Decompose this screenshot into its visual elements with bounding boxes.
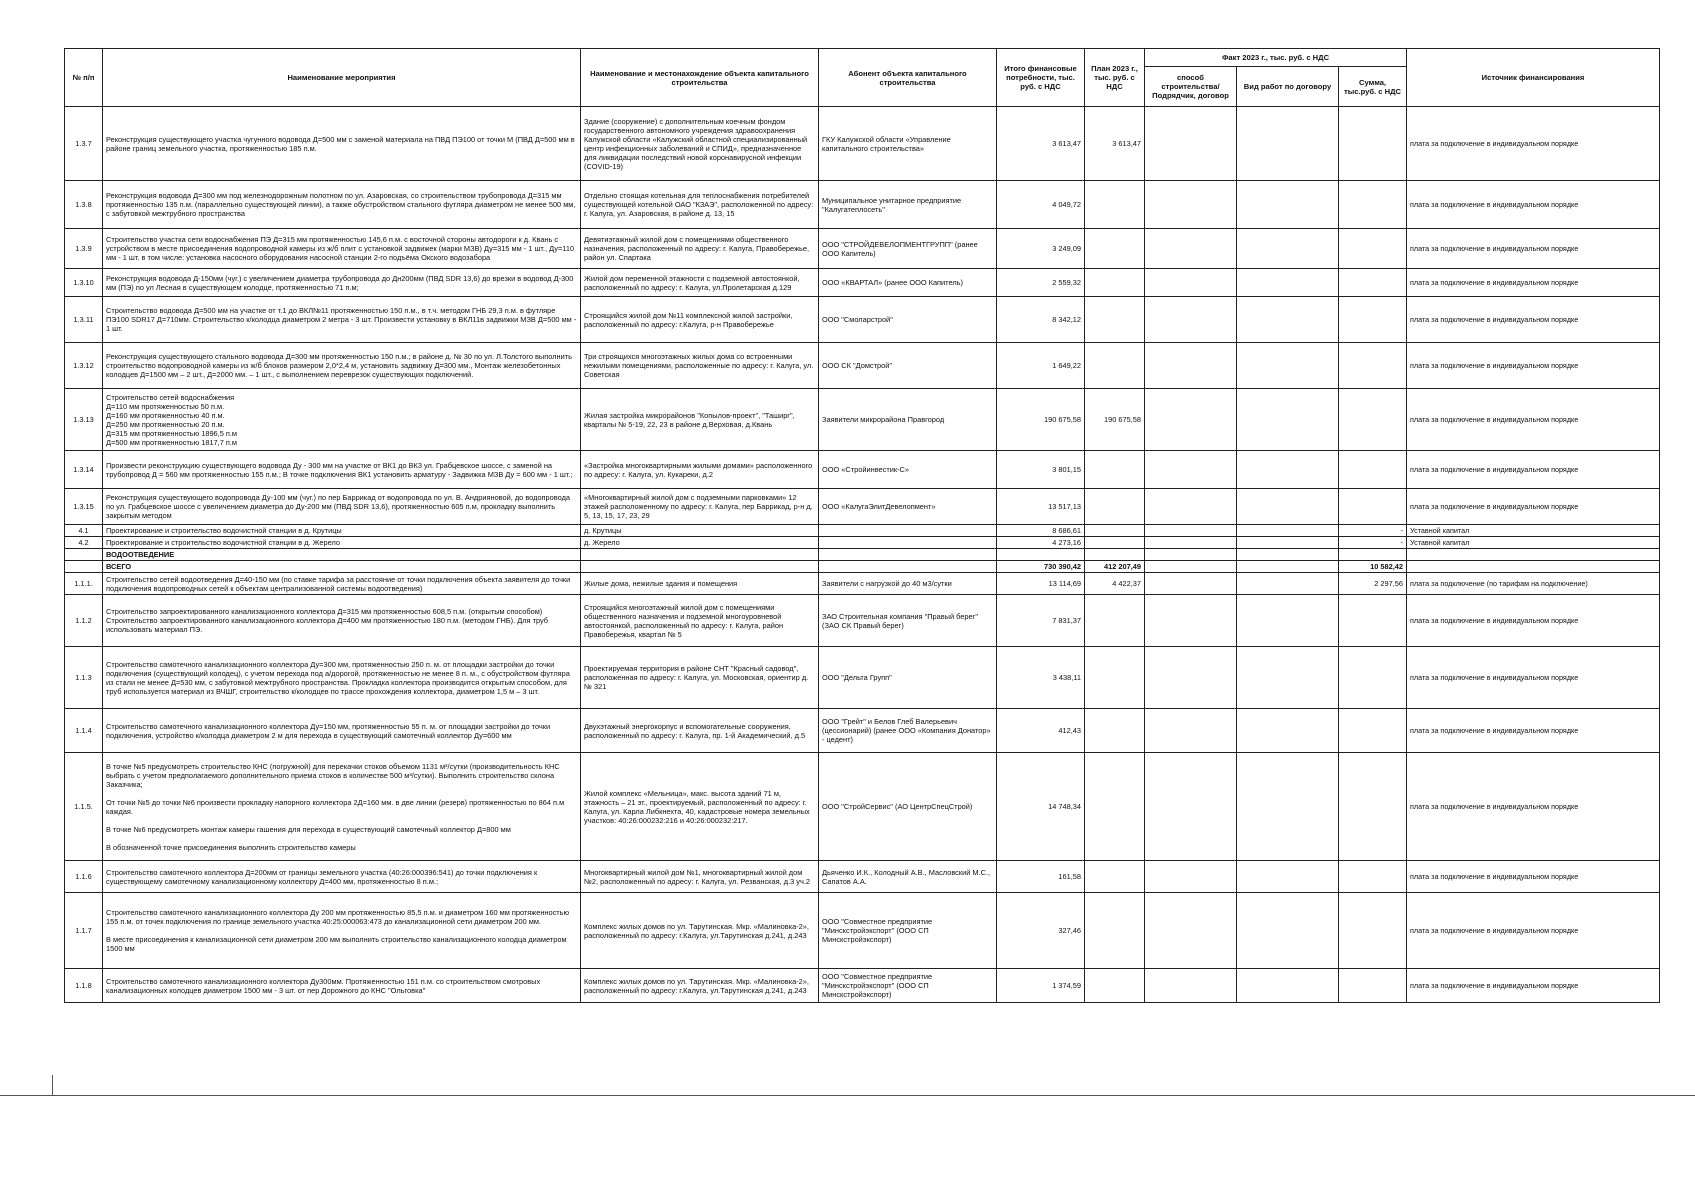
cell-measure: В точке №5 предусмотреть строительство КНС (погружной) для перекачки стоков объемом 1131 м³/сутки (производительность КНС выбрать с учетом предполагаемого дополнительного приема стоков в количестве 500 м³/сутки). Выполнить строительство склона Заказчика; От точки №5 до точки №6 произвести прокладку напорного коллектора 2Д=160 мм. в две линии (резерв) протяженностью по 864 п.м каждая. В точке №6 предусмотреть монтаж камеры гашения для перехода в существующий самотечный коллектор Д=800 мм В обозначенной точке присоединения выполнить строительство камеры	[103, 753, 581, 861]
cell-total: 3 438,11	[997, 647, 1085, 709]
cell-num: 1.1.6	[65, 861, 103, 893]
cell-measure: Строительство участка сети водоснабжения ПЭ Д=315 мм протяженностью 145,6 п.м. с восточной стороны автодороги к д. Квань с устройством в месте присоединения водопроводной камеры из ж/б плит с установкой задвижек (марки МЗВ) Ду=315 мм - 1 шт., Ду=110 мм - 1 шт. в том числе: установка насосного оборудования насосной станции 2-го подъёма Окского водозабора	[103, 229, 581, 269]
cell-total: 327,46	[997, 893, 1085, 969]
cell-sum	[1339, 753, 1407, 861]
cell-method	[1145, 709, 1237, 753]
cell-total: 4 049,72	[997, 181, 1085, 229]
cell-object: «Застройка многоквартирными жилыми домами» расположенного по адресу: г. Калуга, ул. Кукареки, д.2	[581, 451, 819, 489]
cell-total: 4 273,16	[997, 537, 1085, 549]
cell-method	[1145, 525, 1237, 537]
col-fact-header: Факт 2023 г., тыс. руб. с НДС	[1145, 49, 1407, 67]
cell-kind	[1237, 969, 1339, 1003]
cell-kind	[1237, 107, 1339, 181]
cell-measure: Строительство самотечного коллектора Д=200мм от границы земельного участка (40:26:000396:541) до точки подключения к существующему самотечному канализационному коллектору Д=400 мм, протяженностью 8 п.м.;	[103, 861, 581, 893]
cell-measure: ВСЕГО	[103, 561, 581, 573]
cell-source	[1407, 561, 1660, 573]
cell-total: 3 249,09	[997, 229, 1085, 269]
cell-object: Многоквартирный жилой дом №1, многоквартирный жилой дом №2, расположенный по адресу: г. Калуга, ул. Резванская, д.3 уч.2	[581, 861, 819, 893]
cell-kind	[1237, 297, 1339, 343]
cell-num: 1.1.1.	[65, 573, 103, 595]
table-row	[65, 549, 1660, 561]
cell-sum	[1339, 269, 1407, 297]
cell-plan	[1085, 595, 1145, 647]
cell-plan	[1085, 893, 1145, 969]
cell-object: Жилой комплекс «Мельница», макс. высота зданий 71 м, этажность – 21 эт., проектируемый, расположенный по адресу: г. Калуга, ул. Карла Либкнехта, 40, кадастровые номера земельных участков: 40:26:000232:216 и 40:26:000232:217.	[581, 753, 819, 861]
table-row	[65, 709, 1660, 753]
table-row	[65, 297, 1660, 343]
table-row	[65, 893, 1660, 969]
cell-method	[1145, 595, 1237, 647]
cell-plan	[1085, 709, 1145, 753]
cell-kind	[1237, 525, 1339, 537]
cell-kind	[1237, 561, 1339, 573]
cell-total	[997, 549, 1085, 561]
cell-method	[1145, 573, 1237, 595]
cell-num	[65, 561, 103, 573]
cell-plan	[1085, 969, 1145, 1003]
cell-kind	[1237, 537, 1339, 549]
col-subscriber-header: Абонент объекта капитального строительства	[819, 49, 997, 107]
cell-subscriber: Дьяченко И.К., Колодный А.В., Масловский М.С., Сапатов А.А.	[819, 861, 997, 893]
cell-num: 1.3.13	[65, 389, 103, 451]
cell-subscriber: ООО "Совместное предприятие "Минскстройэкспорт" (ООО СП Минскстройэкспорт)	[819, 969, 997, 1003]
cell-subscriber: ООО "Грейт" и Белов Глеб Валерьевич (цессионарий) (ранее ООО «Компания Донатор» - цедент)	[819, 709, 997, 753]
cell-source: плата за подключение (по тарифам на подключение)	[1407, 573, 1660, 595]
cell-num: 1.1.2	[65, 595, 103, 647]
cell-num: 1.1.8	[65, 969, 103, 1003]
cell-kind	[1237, 343, 1339, 389]
cell-object: д. Жерело	[581, 537, 819, 549]
cell-source: плата за подключение в индивидуальном порядке	[1407, 753, 1660, 861]
page-bottom-line	[0, 1095, 1695, 1096]
cell-kind	[1237, 451, 1339, 489]
cell-num: 1.3.12	[65, 343, 103, 389]
cell-object: Строящийся многоэтажный жилой дом с помещениями общественного назначения и подземной многоуровневой автостоянкой, расположенный по адресу: г. Калуга, район Правобережья, квартал № 5	[581, 595, 819, 647]
cell-subscriber: ООО СК "Домстрой"	[819, 343, 997, 389]
cell-object: Двухэтажный энергокорпус и вспомогательные сооружения, расположенный по адресу: г. Калуга, пр. 1-й Академический, д.5	[581, 709, 819, 753]
cell-measure: Строительство сетей водоснабжения Д=110 мм протяженностью 50 п.м. Д=160 мм протяженностью 40 п.м. Д=250 мм протяженностью 20 п.м. Д=315 мм протяженностью 1896,5 п.м Д=500 мм протяженностью 1817,7 п.м	[103, 389, 581, 451]
cell-sum	[1339, 107, 1407, 181]
cell-method	[1145, 561, 1237, 573]
cell-sum: -	[1339, 525, 1407, 537]
cell-num: 1.3.9	[65, 229, 103, 269]
cell-plan	[1085, 647, 1145, 709]
cell-source: плата за подключение в индивидуальном порядке	[1407, 969, 1660, 1003]
cell-sum: 2 297,56	[1339, 573, 1407, 595]
cell-num: 1.1.7	[65, 893, 103, 969]
cell-subscriber	[819, 537, 997, 549]
cell-kind	[1237, 549, 1339, 561]
cell-method	[1145, 537, 1237, 549]
cell-total: 7 831,37	[997, 595, 1085, 647]
cell-source: плата за подключение в индивидуальном порядке	[1407, 647, 1660, 709]
cell-measure: Проектирование и строительство водочистной станции в д. Крутицы	[103, 525, 581, 537]
cell-source: Уставной капитал	[1407, 525, 1660, 537]
cell-method	[1145, 107, 1237, 181]
table-row	[65, 451, 1660, 489]
cell-plan	[1085, 537, 1145, 549]
col-plan-header: План 2023 г., тыс. руб. с НДС	[1085, 49, 1145, 107]
cell-object: Жилые дома, нежилые здания и помещения	[581, 573, 819, 595]
cell-method	[1145, 753, 1237, 861]
cell-object: Три строящихся многоэтажных жилых дома со встроенными нежилыми помещениями, расположенные по адресу: г. Калуга, ул. Советская	[581, 343, 819, 389]
cell-total: 8 686,61	[997, 525, 1085, 537]
cell-sum	[1339, 709, 1407, 753]
table-row	[65, 389, 1660, 451]
cell-object: Жилая застройка микрорайонов "Копылов-проект", "Таширг", кварталы № 5-19, 22, 23 в районе д.Верховая, д.Квань	[581, 389, 819, 451]
cell-num: 1.3.11	[65, 297, 103, 343]
cell-kind	[1237, 573, 1339, 595]
cell-measure: Реконструкция существующего участка чугунного водовода Д=500 мм с заменой материала на ПВД ПЭ100 от точки М (ПВД Д=500 мм в районе границ земельного участка, протяженностью 185 п.м.	[103, 107, 581, 181]
table-row	[65, 525, 1660, 537]
cell-plan	[1085, 269, 1145, 297]
cell-num: 1.3.7	[65, 107, 103, 181]
cell-object: Здание (сооружение) с дополнительным коечным фондом государственного автономного учреждения здравоохранения Калужской области «Калужский областной специализированный центр инфекционных заболеваний и СПИД», предназначенное для ликвидации последствий новой коронавирусной инфекции (COVID-19)	[581, 107, 819, 181]
cell-measure: Реконструкция существующего стального водовода Д=300 мм протяженностью 150 п.м.; в районе д. № 30 по ул. Л.Толстого выполнить строительство водопроводной камеры из ж/б блоков размером 2,0*2,4 м, установить задвижку Д=300 мм., Монтаж железобетонных колодцев Д=1500 мм – 2 шт., Д=2000 мм. – 1 шт., с выполнением переврезок существующих подключений.	[103, 343, 581, 389]
cell-object: Строящийся жилой дом №11 комплексной жилой застройки, расположенный по адресу: г.Калуга, р-н Правобережье	[581, 297, 819, 343]
table-row	[65, 343, 1660, 389]
col-measure-header: Наименование мероприятия	[103, 49, 581, 107]
cell-subscriber: ООО "СтройСервис" (АО ЦентрСпецСтрой)	[819, 753, 997, 861]
table-row	[65, 561, 1660, 573]
cell-measure: Строительство самотечного канализационного коллектора Ду 200 мм протяженностью 85,5 п.м. и диаметром 160 мм протяженностью 155 п.м. от точек подключения по границе земельного участка 40:25:000063:473 до канализационной сети диаметром 200 мм. В месте присоединения к канализационной сети диаметром 200 мм выполнить строительство канализационного колодца диаметром 1500 мм	[103, 893, 581, 969]
cell-num	[65, 549, 103, 561]
cell-kind	[1237, 229, 1339, 269]
cell-object: Комплекс жилых домов по ул. Тарутинская. Мкр. «Малиновка-2», расположенный по адресу: г.Калуга, ул.Тарутинская д.241, д.243	[581, 893, 819, 969]
cell-kind	[1237, 389, 1339, 451]
cell-measure: Строительство сетей водоотведения Д=40-150 мм (по ставке тарифа за расстояние от точки подключения объекта заявителя до точки подключения водопроводных сетей к объектам централизованной системы водоотведения)	[103, 573, 581, 595]
cell-total: 3 801,15	[997, 451, 1085, 489]
cell-subscriber: ООО «Стройинвестик-С»	[819, 451, 997, 489]
cell-source: плата за подключение в индивидуальном порядке	[1407, 269, 1660, 297]
cell-method	[1145, 861, 1237, 893]
cell-measure: Строительство самотечного канализационного коллектора Ду=150 мм, протяженностью 55 п. м. от площадки застройки до точки подключения, устройство к/колодца диаметром 2 м для перехода в существующий самотечный коллектор Ду=600 мм	[103, 709, 581, 753]
cell-kind	[1237, 595, 1339, 647]
col-source-header: Источник финансирования	[1407, 49, 1660, 107]
table-row	[65, 573, 1660, 595]
cell-subscriber: ООО "Дельта Групп"	[819, 647, 997, 709]
cell-num: 1.3.8	[65, 181, 103, 229]
cell-object: «Многоквартирный жилой дом с подземными парковками» 12 этажей расположенному по адресу: г. Калуга, пер Баррикад, р-н д. 5, 13, 15, 17, 23, 29	[581, 489, 819, 525]
table-row	[65, 969, 1660, 1003]
cell-plan	[1085, 229, 1145, 269]
cell-plan	[1085, 181, 1145, 229]
cell-measure: Строительство самотечного канализационного коллектора Ду=300 мм, протяженностью 250 п. м. от площадки застройки до точки подключения (существующий колодец), с учетом перехода под а/дорогой, протяженностью не менее 8 п. м., с обустройством футляра из стали не менее Д=530 мм, с забутовкой межтрубного пространства. Прокладка коллектора производится открытым способом, для труб используется материал из ВЧШГ, строительство к/колодцев по трассе прохождения коллектора, диаметром 1,5 м – 3 шт.	[103, 647, 581, 709]
table-row	[65, 489, 1660, 525]
cell-sum	[1339, 861, 1407, 893]
cell-plan: 3 613,47	[1085, 107, 1145, 181]
cell-total: 412,43	[997, 709, 1085, 753]
cell-kind	[1237, 181, 1339, 229]
cell-kind	[1237, 269, 1339, 297]
cell-kind	[1237, 709, 1339, 753]
cell-num: 1.1.3	[65, 647, 103, 709]
cell-object: Девятиэтажный жилой дом с помещениями общественного назначения, расположенный по адресу: г. Калуга, Правобережье, район ул. Спартака	[581, 229, 819, 269]
cell-plan: 412 207,49	[1085, 561, 1145, 573]
cell-kind	[1237, 647, 1339, 709]
cell-object: д. Крутицы	[581, 525, 819, 537]
cell-method	[1145, 893, 1237, 969]
cell-subscriber: ООО "Совместное предприятие "Минскстройэкспорт" (ООО СП Минскстройэкспорт)	[819, 893, 997, 969]
cell-subscriber: Муниципальное унитарное предприятие "Калугатеплосеть"	[819, 181, 997, 229]
cell-subscriber	[819, 561, 997, 573]
cell-measure: Строительство самотечного канализационного коллектора Ду300мм. Протяженностью 151 п.м. со строительством смотровых канализационных колодцев диаметром 1500 мм - 3 шт. от пер Дорожного до КНС "Ольговка"	[103, 969, 581, 1003]
table-row	[65, 753, 1660, 861]
cell-kind	[1237, 489, 1339, 525]
cell-source: плата за подключение в индивидуальном порядке	[1407, 181, 1660, 229]
cell-subscriber: ООО «КВАРТАЛ» (ранее ООО Капитель)	[819, 269, 997, 297]
cell-sum	[1339, 969, 1407, 1003]
cell-plan	[1085, 489, 1145, 525]
cell-source: плата за подключение в индивидуальном порядке	[1407, 595, 1660, 647]
cell-source: плата за подключение в индивидуальном порядке	[1407, 229, 1660, 269]
table-row	[65, 181, 1660, 229]
cell-sum	[1339, 451, 1407, 489]
table-row	[65, 229, 1660, 269]
cell-num: 1.3.15	[65, 489, 103, 525]
cell-source: плата за подключение в индивидуальном порядке	[1407, 709, 1660, 753]
cell-total: 730 390,42	[997, 561, 1085, 573]
cell-kind	[1237, 861, 1339, 893]
cell-measure: ВОДООТВЕДЕНИЕ	[103, 549, 581, 561]
cell-subscriber: Заявители микрорайона Правгород	[819, 389, 997, 451]
cell-total: 8 342,12	[997, 297, 1085, 343]
cell-num: 4.2	[65, 537, 103, 549]
cell-object: Комплекс жилых домов по ул. Тарутинская. Мкр. «Малиновка-2», расположенный по адресу: г.Калуга, ул.Тарутинская д.241, д.243	[581, 969, 819, 1003]
table-row	[65, 595, 1660, 647]
cell-subscriber: ООО "СТРОЙДЕВЕЛОПМЕНТГРУПП" (ранее ООО Капитель)	[819, 229, 997, 269]
cell-method	[1145, 969, 1237, 1003]
cell-plan	[1085, 525, 1145, 537]
cell-subscriber: Заявители с нагрузкой до 40 м3/сутки	[819, 573, 997, 595]
cell-measure: Проектирование и строительство водочистной станции в д. Жерело	[103, 537, 581, 549]
cell-source: Уставной капитал	[1407, 537, 1660, 549]
cell-sum	[1339, 389, 1407, 451]
col-fact-kind-header: Вид работ по договору	[1237, 67, 1339, 107]
cell-sum	[1339, 595, 1407, 647]
cell-plan: 4 422,37	[1085, 573, 1145, 595]
col-total-header: Итого финансовые потребности, тыс. руб. с НДС	[997, 49, 1085, 107]
table-row	[65, 647, 1660, 709]
cell-source: плата за подключение в индивидуальном порядке	[1407, 297, 1660, 343]
cell-plan	[1085, 861, 1145, 893]
cell-object	[581, 561, 819, 573]
cell-num: 1.3.10	[65, 269, 103, 297]
cell-method	[1145, 181, 1237, 229]
cell-source: плата за подключение в индивидуальном порядке	[1407, 343, 1660, 389]
cell-sum	[1339, 229, 1407, 269]
cell-sum	[1339, 297, 1407, 343]
cell-source: плата за подключение в индивидуальном порядке	[1407, 451, 1660, 489]
cell-measure: Строительство запроектированного канализационного коллектора Д=315 мм протяженностью 608,5 п.м. (открытым способом) Строительство запроектированного канализационного коллектора Д=400 мм протяженностью 180 п.м. (методом ГНБ). Для труб использовать материал ПЭ.	[103, 595, 581, 647]
cell-sum: 10 582,42	[1339, 561, 1407, 573]
cell-plan: 190 675,58	[1085, 389, 1145, 451]
col-object-header: Наименование и местонахождение объекта капитального строительства	[581, 49, 819, 107]
cell-method	[1145, 489, 1237, 525]
cell-plan	[1085, 343, 1145, 389]
cell-source: плата за подключение в индивидуальном порядке	[1407, 389, 1660, 451]
cell-method	[1145, 229, 1237, 269]
cell-sum: -	[1339, 537, 1407, 549]
cell-subscriber: ООО «КалугаЭлитДевелопмент»	[819, 489, 997, 525]
cell-measure: Произвести реконструкцию существующего водовода Ду - 300 мм на участке от ВК1 до ВК3 ул. Грабцевское шоссе, с заменой на трубопровод Д = 560 мм протяженностью 155 п.м.; В точке подключения ВК1 установить арматуру - Задвижка МЗВ Ду = 600 мм - 1 шт.;	[103, 451, 581, 489]
cell-method	[1145, 297, 1237, 343]
cell-method	[1145, 389, 1237, 451]
cell-total: 1 649,22	[997, 343, 1085, 389]
cell-measure: Реконструкция существующего водопровода Ду-100 мм (чуг.) по пер Баррикад от водопровода по ул. В. Андрияновой, до водопровода по ул. Грабцевское шоссе с увеличением диаметра до Ду-200 мм (ПВД SDR 13,6), протяженностью 605 п.м, прокладку выполнить закрытым методом	[103, 489, 581, 525]
cell-method	[1145, 343, 1237, 389]
cell-source: плата за подключение в индивидуальном порядке	[1407, 489, 1660, 525]
investment-program-table	[64, 48, 1660, 1003]
cell-sum	[1339, 893, 1407, 969]
cell-plan	[1085, 297, 1145, 343]
cell-total: 161,58	[997, 861, 1085, 893]
cell-sum	[1339, 343, 1407, 389]
cell-num: 1.3.14	[65, 451, 103, 489]
cell-object: Отдельно стоящая котельная для теплоснабжения потребителей существующей котельной ОАО "КЗАЭ", расположенной по адресу: г. Калуга, ул. Азаровская, в районе д. 13, 15	[581, 181, 819, 229]
cell-subscriber: ЗАО Строительная компания "Правый берег" (ЗАО СК Правый берег)	[819, 595, 997, 647]
cell-plan	[1085, 549, 1145, 561]
cell-source	[1407, 549, 1660, 561]
cell-source: плата за подключение в индивидуальном порядке	[1407, 107, 1660, 181]
document-sheet	[64, 48, 1659, 1003]
table-body	[65, 107, 1660, 1003]
table-row	[65, 107, 1660, 181]
table-row	[65, 269, 1660, 297]
table-row	[65, 861, 1660, 893]
cell-sum	[1339, 181, 1407, 229]
cell-source: плата за подключение в индивидуальном порядке	[1407, 893, 1660, 969]
table-row	[65, 537, 1660, 549]
cell-object: Проектируемая территория в районе СНТ "Красный садовод", расположенная по адресу: г. Калуга, ул. Московская, ориентир д. № 321	[581, 647, 819, 709]
cell-subscriber: ООО "Смоларстрой"	[819, 297, 997, 343]
cell-num: 1.1.5.	[65, 753, 103, 861]
cell-method	[1145, 451, 1237, 489]
cell-sum	[1339, 489, 1407, 525]
cell-kind	[1237, 753, 1339, 861]
cell-measure: Строительство водовода Д=500 мм на участке от т.1 до ВКЛ№11 протяженностью 150 п.м., в т.ч. методом ГНБ 29,3 п.м. в футляре ПЭ100 SDR17 Д=710мм. Строительство к/колодца диаметром 2 метра - 3 шт. Произвести установку в ВКЛ11в задвижки МЗВ Д=500 мм - 1 шт.	[103, 297, 581, 343]
cell-method	[1145, 269, 1237, 297]
cell-source: плата за подключение в индивидуальном порядке	[1407, 861, 1660, 893]
cell-plan	[1085, 753, 1145, 861]
cell-num: 4.1	[65, 525, 103, 537]
cell-kind	[1237, 893, 1339, 969]
col-fact-method-header: способ строительства/ Подрядчик, договор	[1145, 67, 1237, 107]
cell-total: 2 559,32	[997, 269, 1085, 297]
cell-total: 14 748,34	[997, 753, 1085, 861]
cell-measure: Реконструкция водовода Д-150мм (чуг.) с увеличением диаметра трубопровода до Дн200мм (ПВД SDR 13,6) до врезки в водовод Д-300 мм (ПЭ) по ул Лесная в существующем колодце, протяженностью 71 п.м;	[103, 269, 581, 297]
col-num-header: № п/п	[65, 49, 103, 107]
cell-object: Жилой дом переменной этажности с подземной автостоянкой, расположенный по адресу: г. Калуга, ул.Пролетарская д.129	[581, 269, 819, 297]
cell-method	[1145, 549, 1237, 561]
page-edge-mark	[52, 1075, 53, 1095]
cell-total: 13 517,13	[997, 489, 1085, 525]
cell-method	[1145, 647, 1237, 709]
col-fact-sum-header: Сумма, тыс.руб. с НДС	[1339, 67, 1407, 107]
cell-object	[581, 549, 819, 561]
cell-subscriber: ГКУ Калужской области «Управление капитального строительства»	[819, 107, 997, 181]
cell-plan	[1085, 451, 1145, 489]
cell-sum	[1339, 647, 1407, 709]
cell-measure: Реконструкция водовода Д=300 мм под железнодорожным полотном по ул. Азаровская, со строительством трубопровода Д=315 мм протяженностью 135 п.м. (параллельно существующей линии), а также обустройством стального футляра диаметром не менее 500 мм, с забутовкой межтрубного пространства	[103, 181, 581, 229]
cell-subscriber	[819, 549, 997, 561]
cell-num: 1.1.4	[65, 709, 103, 753]
cell-sum	[1339, 549, 1407, 561]
cell-total: 3 613,47	[997, 107, 1085, 181]
cell-total: 1 374,59	[997, 969, 1085, 1003]
cell-total: 13 114,69	[997, 573, 1085, 595]
cell-subscriber	[819, 525, 997, 537]
cell-total: 190 675,58	[997, 389, 1085, 451]
